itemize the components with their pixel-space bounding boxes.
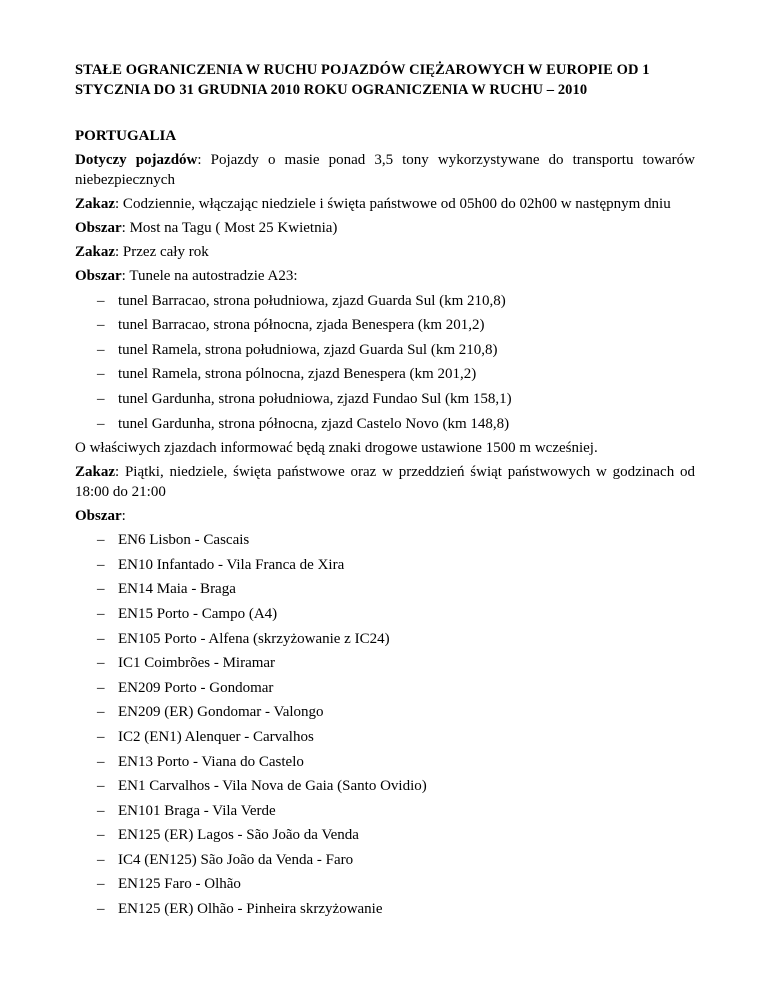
list-item: – tunel Barracao, strona południowa, zjazd Guarda Sul (km 210,8) bbox=[97, 292, 506, 309]
ban-paragraph-2 bbox=[75, 242, 695, 262]
list-item: – IC4 (EN125) São João da Venda - Faro bbox=[97, 851, 354, 868]
list-item: – EN105 Porto - Alfena (skrzyżowanie z IC24) bbox=[97, 630, 390, 647]
area-label-2: Obszar bbox=[75, 268, 122, 284]
area-text-1: : Most na Tagu ( Most 25 Kwietnia) bbox=[121, 220, 338, 236]
list-item: – IC2 (EN1) Alenquer - Carvalhos bbox=[97, 728, 314, 745]
dash-bullet: – bbox=[97, 901, 105, 918]
dash-bullet: – bbox=[97, 317, 105, 334]
dash-bullet: – bbox=[97, 341, 105, 358]
dash-bullet: – bbox=[97, 532, 105, 549]
area-paragraph-3 bbox=[75, 506, 695, 526]
dash-bullet: – bbox=[97, 851, 105, 868]
list-item: – EN101 Braga - Vila Verde bbox=[97, 802, 276, 819]
dash-bullet: – bbox=[97, 778, 105, 795]
ban-text-1: : Codziennie, włączając niedziele i święta państwowe od 05h00 do 02h00 w następnym dniu bbox=[115, 196, 671, 212]
list-item: – EN15 Porto - Campo (A4) bbox=[97, 605, 278, 622]
list-item: – EN13 Porto - Viana do Castelo bbox=[97, 753, 304, 770]
list-item: – tunel Gardunha, strona północna, zjazd Castelo Novo (km 148,8) bbox=[97, 415, 510, 432]
dash-bullet: – bbox=[97, 605, 105, 622]
area-text-3: : bbox=[121, 507, 126, 524]
list-item: – IC1 Coimbrões - Miramar bbox=[97, 655, 276, 672]
tunnel-list bbox=[75, 291, 695, 434]
dash-bullet: – bbox=[97, 655, 105, 672]
dash-bullet: – bbox=[97, 415, 105, 432]
vehicles-label: Dotyczy pojazdów bbox=[75, 152, 198, 168]
document-page bbox=[75, 60, 695, 919]
list-item: – EN14 Maia - Braga bbox=[97, 581, 236, 598]
ban-text-2: : Przez cały rok bbox=[115, 244, 209, 260]
list-item: – tunel Ramela, strona południowa, zjazd Guarda Sul (km 210,8) bbox=[97, 341, 498, 358]
area-label-3: Obszar bbox=[75, 507, 122, 524]
ban-paragraph-1 bbox=[75, 194, 695, 214]
ban-label-1: Zakaz bbox=[75, 196, 116, 212]
dash-bullet: – bbox=[97, 827, 105, 844]
dash-bullet: – bbox=[97, 679, 105, 696]
area-paragraph-2 bbox=[75, 266, 695, 286]
dash-bullet: – bbox=[97, 876, 105, 893]
ban-label-3: Zakaz bbox=[75, 463, 116, 480]
list-item: – EN125 (ER) Lagos - São João da Venda bbox=[97, 827, 359, 844]
list-item: – EN125 (ER) Olhão - Pinheira skrzyżowanie bbox=[97, 901, 383, 918]
vehicles-text: : Pojazdy o masie ponad 3,5 tony wykorzystywane do transportu towarów niebezpiecznych bbox=[75, 152, 695, 188]
dash-bullet: – bbox=[97, 581, 105, 598]
dash-bullet: – bbox=[97, 802, 105, 819]
list-item: – EN209 (ER) Gondomar - Valongo bbox=[97, 704, 324, 721]
list-item: – EN125 Faro - Olhão bbox=[97, 876, 241, 893]
dash-bullet: – bbox=[97, 753, 105, 770]
exits-note: O właściwych zjazdach informować będą znaki drogowe ustawione 1500 m wcześniej. bbox=[75, 439, 598, 456]
ban-text-3: : Piątki, niedziele, święta państwowe oraz w przeddzień świąt państwowych w godzinach od 18:00 do 21:00 bbox=[75, 463, 695, 500]
ban-label-2: Zakaz bbox=[75, 244, 116, 260]
list-item: – EN209 Porto - Gondomar bbox=[97, 679, 274, 696]
dash-bullet: – bbox=[97, 728, 105, 745]
list-item: – tunel Barracao, strona północna, zjada Benespera (km 201,2) bbox=[97, 317, 485, 334]
ban-paragraph-3 bbox=[75, 462, 695, 502]
vehicles-paragraph bbox=[75, 150, 695, 190]
dash-bullet: – bbox=[97, 390, 105, 407]
dash-bullet: – bbox=[97, 630, 105, 647]
document-title: STAŁE OGRANICZENIA W RUCHU POJAZDÓW CIĘŻAROWYCH W EUROPIE OD 1 STYCZNIA DO 31 GRUDNIA 2010 ROKU OGRANICZENIA W RUCHU – 2010 bbox=[75, 62, 650, 98]
list-item: – EN1 Carvalhos - Vila Nova de Gaia (Santo Ovidio) bbox=[97, 778, 427, 795]
dash-bullet: – bbox=[97, 556, 105, 573]
dash-bullet: – bbox=[97, 292, 105, 309]
list-item: – EN10 Infantado - Vila Franca de Xira bbox=[97, 556, 345, 573]
list-item: – tunel Gardunha, strona południowa, zjazd Fundao Sul (km 158,1) bbox=[97, 390, 512, 407]
list-item: – tunel Ramela, strona pólnocna, zjazd Benespera (km 201,2) bbox=[97, 366, 477, 383]
road-list bbox=[75, 530, 695, 919]
dash-bullet: – bbox=[97, 366, 105, 383]
country-heading: PORTUGALIA bbox=[75, 128, 177, 144]
area-paragraph-1 bbox=[75, 218, 695, 238]
area-text-2: : Tunele na autostradzie A23: bbox=[121, 268, 298, 284]
list-item: – EN6 Lisbon - Cascais bbox=[97, 532, 250, 549]
dash-bullet: – bbox=[97, 704, 105, 721]
area-label-1: Obszar bbox=[75, 220, 122, 236]
